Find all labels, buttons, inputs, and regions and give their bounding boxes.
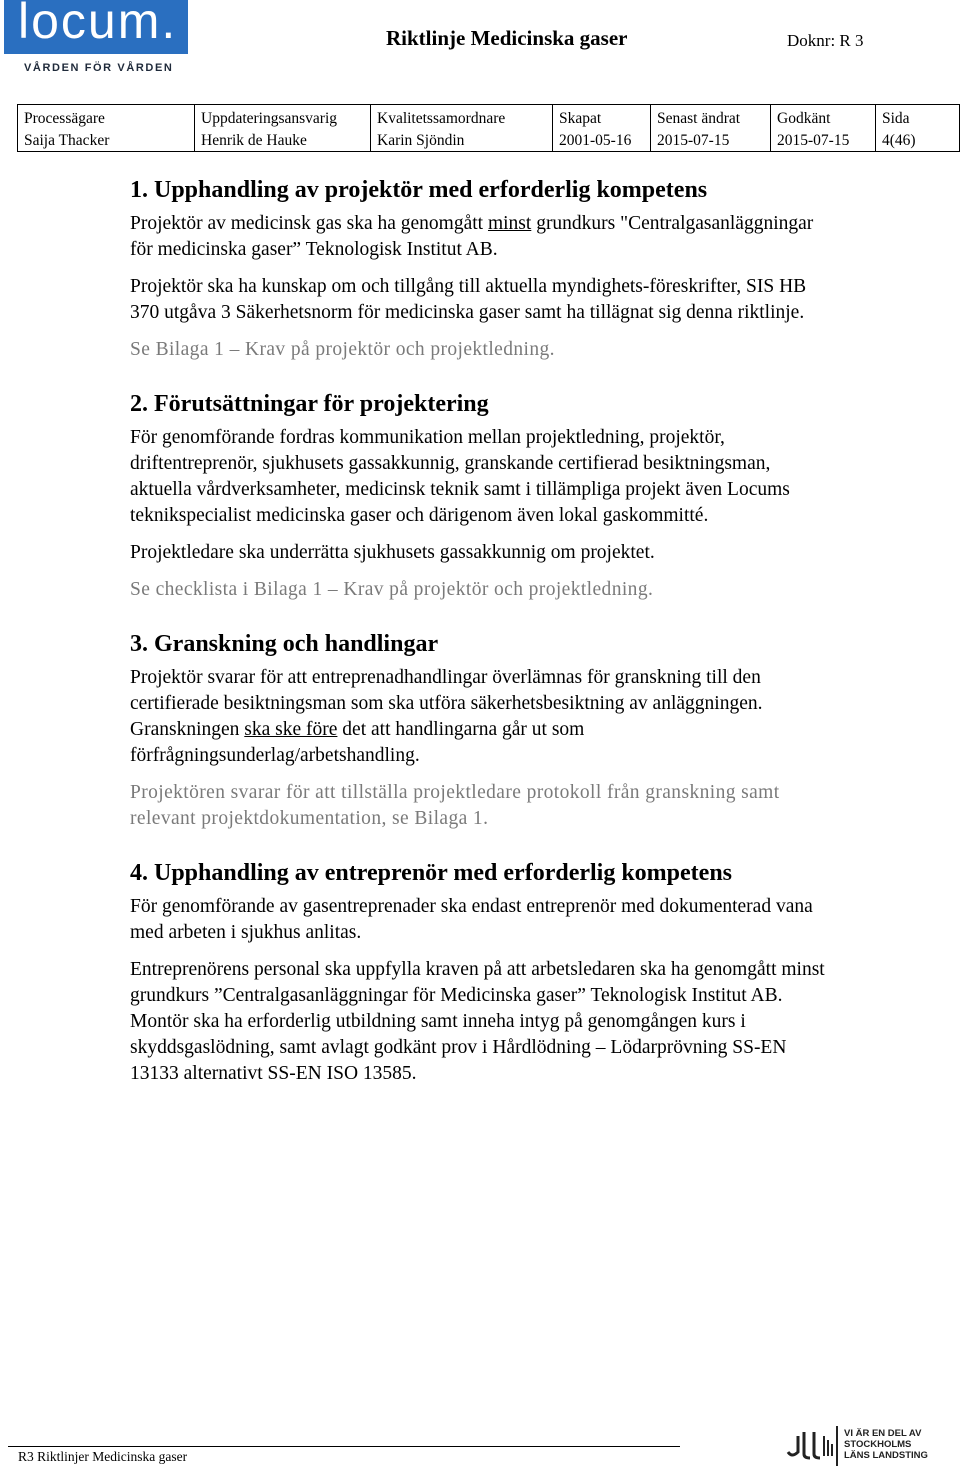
- sll-logo-text: [844, 1428, 928, 1461]
- reference-note: Se Bilaga 1 – Krav på projektör och projektledning.: [130, 339, 555, 360]
- meta-value: 2001-05-16: [559, 132, 632, 149]
- sll-logo-divider: [836, 1426, 838, 1466]
- meta-value: 2015-07-15: [777, 132, 850, 149]
- reference-note: Se checklista i Bilaga 1 – Krav på projektör och projektledning.: [130, 579, 654, 600]
- sll-logo-icon: [784, 1430, 836, 1460]
- section-3: [130, 629, 830, 832]
- meta-cell-page: [876, 105, 959, 151]
- reference-note: Projektören svarar för att tillställa projektledare protokoll från granskning samt relevant projektdokumentation, se Bilaga 1.: [130, 782, 780, 829]
- text-run: Projektör svarar för att entreprenadhandlingar överlämnas för granskning till den certifierade besiktningsman som ska utföra säkerhetsbesiktning av anläggningen. Granskningen: [130, 667, 763, 740]
- metadata-table: [17, 104, 960, 152]
- section-heading: 1. Upphandling av projektör med erforderlig kompetens: [130, 177, 708, 203]
- sll-line: STOCKHOLMS: [844, 1439, 912, 1450]
- meta-label: Godkänt: [777, 110, 831, 127]
- text-run: grundkurs "Centralgasanläggningar för medicinska gaser” Teknologisk Institut AB.: [130, 213, 814, 260]
- document-body: [130, 175, 830, 1113]
- meta-cell-process-owner: [18, 105, 195, 151]
- document-title: Riktlinje Medicinska gaser: [386, 26, 628, 50]
- meta-value: 4(46): [882, 132, 916, 149]
- meta-label: Processägare: [24, 110, 105, 127]
- paragraph: För genomförande fordras kommunikation mellan projektledning, projektör, driftentreprenör, sjukhusets gassakkunnig, granskande certifierad besiktningsman, aktuella vårdverksamheter, medicinsk teknik samt i tillämpliga projekt även Locums teknikspecialist medicinska gaser och därigenom även lokal gaskommitté.: [130, 427, 790, 526]
- section-4: [130, 858, 830, 1087]
- section-heading: 2. Förutsättningar för projektering: [130, 391, 489, 417]
- locum-logo: [4, 0, 188, 54]
- meta-label: Kvalitetssamordnare: [377, 110, 506, 127]
- footer-divider: [8, 1446, 680, 1447]
- paragraph: Projektör ska ha kunskap om och tillgång till aktuella myndighets-föreskrifter, SIS HB 370 utgåva 3 Säkerhetsnorm för medicinska gaser samt ha tillägnat sig denna riktlinje.: [130, 276, 807, 323]
- meta-cell-approved: [771, 105, 876, 151]
- text-run: det att handlingarna går ut som förfrågningsunderlag/arbetshandling.: [130, 719, 585, 766]
- paragraph: Entreprenörens personal ska uppfylla kraven på att arbetsledaren ska ha genomgått minst grundkurs ”Centralgasanläggningar för Medicinska gaser” Teknologisk Institut AB. Montör ska ha erforderlig utbildning samt inneha intyg på genomgången kurs i skyddsgaslödning, samt avlagt godkänt prov i Hårdlödning – Lödarprövning SS-EN 13133 alternativt SS-EN ISO 13585.: [130, 959, 825, 1084]
- meta-label: Senast ändrat: [657, 110, 741, 127]
- paragraph: [130, 211, 830, 263]
- sll-line: VI ÄR EN DEL AV: [844, 1428, 922, 1439]
- sll-line: LÄNS LANDSTING: [844, 1450, 928, 1461]
- document-number: Doknr: R 3: [787, 31, 864, 50]
- section-2: [130, 389, 830, 603]
- meta-label: Skapat: [559, 110, 602, 127]
- meta-label: Sida: [882, 110, 910, 127]
- meta-cell-last-changed: [651, 105, 771, 151]
- meta-value: Henrik de Hauke: [201, 132, 307, 149]
- meta-value: 2015-07-15: [657, 132, 730, 149]
- underlined-text: minst: [487, 213, 532, 234]
- section-heading: 3. Granskning och handlingar: [130, 631, 439, 657]
- logo-text: locum.: [18, 0, 178, 49]
- paragraph: Projektledare ska underrätta sjukhusets gassakkunnig om projektet.: [130, 542, 655, 563]
- section-heading: 4. Upphandling av entreprenör med erforderlig kompetens: [130, 860, 733, 886]
- logo-tagline: VÅRDEN FÖR VÅRDEN: [24, 62, 174, 74]
- meta-cell-created: [553, 105, 651, 151]
- underlined-text: ska ske före: [244, 719, 338, 740]
- paragraph: [130, 665, 830, 769]
- text-run: Projektör av medicinsk gas ska ha genomgått: [130, 213, 488, 234]
- meta-value: Karin Sjöndin: [377, 132, 465, 149]
- footer-document-name: R3 Riktlinjer Medicinska gaser: [18, 1449, 188, 1464]
- paragraph: För genomförande av gasentreprenader ska endast entreprenör med dokumenterad vana med arbeten i sjukhus anlitas.: [130, 896, 813, 943]
- meta-cell-quality-coordinator: [371, 105, 553, 151]
- meta-cell-update-responsible: [195, 105, 371, 151]
- section-1: [130, 175, 830, 363]
- meta-value: Saija Thacker: [24, 132, 110, 149]
- meta-label: Uppdateringsansvarig: [201, 110, 338, 127]
